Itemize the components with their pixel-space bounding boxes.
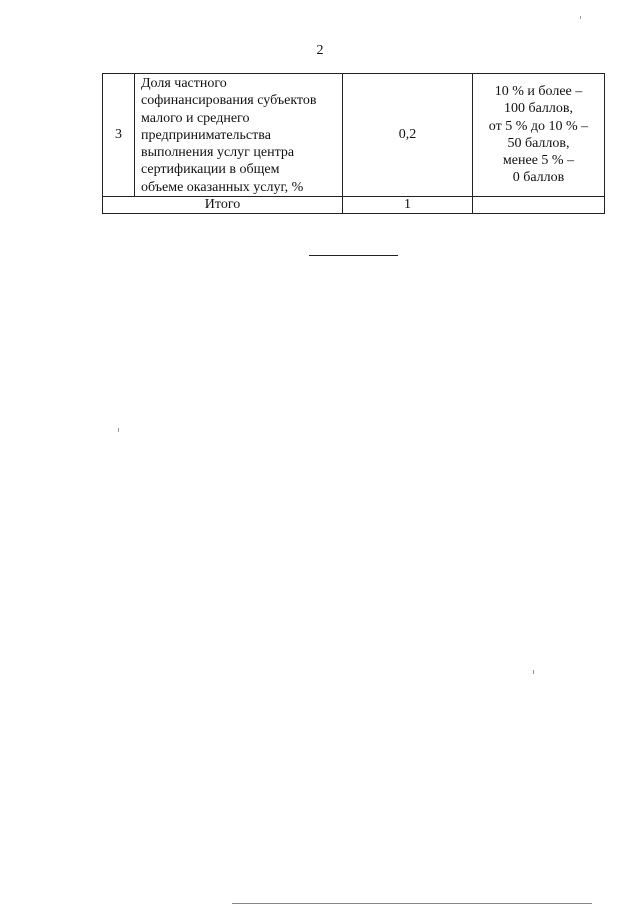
criterion-line: предпринимательства: [141, 127, 271, 143]
total-label: Итого: [103, 197, 343, 214]
scan-speck: [580, 16, 581, 19]
criterion-line: сертификации в общем: [141, 162, 280, 178]
scoring-line: 0 баллов: [512, 170, 565, 186]
scan-edge-line: [232, 903, 592, 904]
criterion-line: малого и среднего: [141, 110, 250, 126]
total-scoring: [473, 197, 605, 214]
scoring-line: 100 баллов,: [503, 101, 574, 117]
scoring-line: 10 % и более –: [494, 84, 583, 99]
criterion-line: выполнения услуг центра: [141, 145, 295, 161]
scoring-line: от 5 % до 10 % –: [488, 118, 589, 134]
criterion-name: [135, 74, 343, 197]
page-number: 2: [316, 43, 324, 58]
end-rule: [309, 255, 398, 256]
criterion-line: объеме оказанных услуг, %: [141, 179, 304, 195]
scoring-line: 50 баллов,: [507, 135, 570, 151]
total-row: [103, 197, 605, 214]
table-row: [103, 74, 605, 197]
total-weight: 1: [343, 197, 473, 214]
criterion-weight: 0,2: [343, 74, 473, 197]
criterion-line: Доля частного: [141, 76, 227, 91]
criterion-line: софинансирования субъектов: [141, 93, 317, 109]
scan-speck: [533, 670, 534, 674]
scoring-line: менее 5 % –: [502, 153, 575, 169]
scoring-scale: [473, 74, 605, 197]
scan-speck: [118, 428, 119, 432]
row-number: 3: [103, 74, 135, 197]
criteria-table: [102, 73, 605, 214]
